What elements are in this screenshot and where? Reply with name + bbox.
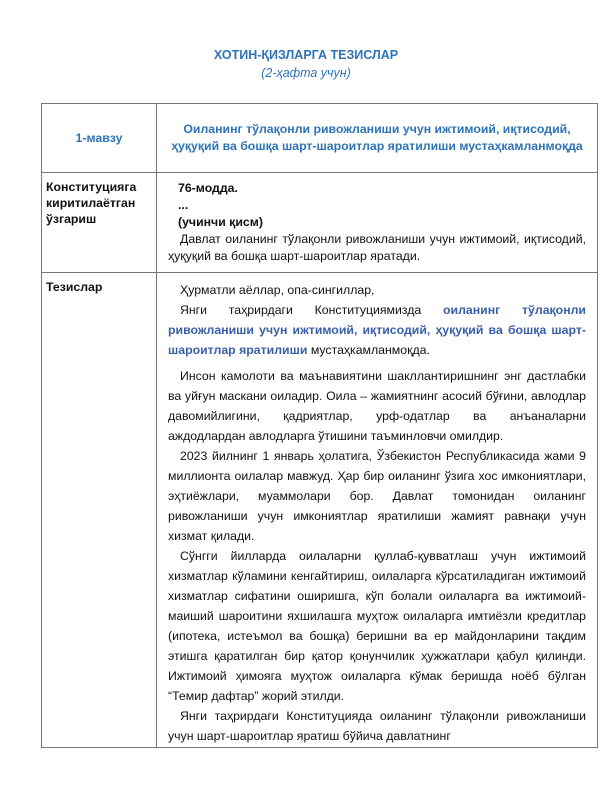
article-ellipsis: ... [178,198,189,212]
document-subtitle: (2-ҳафта учун) [261,66,351,80]
amendment-row [42,173,598,273]
theses-paragraph-3: 2023 йилнинг 1 январь ҳолатига, Ўзбекистон Республикасида жами 9 миллионта оилалар мавжуд. Ҳар бир оиланинг ўзига хос имкониятлари, эҳтиёжлари, муаммолари бор. Давлат томонидан оиланинг ривожланиши учун имкониятлар яратилиши жамият равнақи учун хизмат қилади. [168,449,586,543]
theses-table [41,103,598,748]
theses-row [42,273,598,748]
theses-paragraph-1 [168,300,586,360]
p1-highlight: оиланинг тўлақонли ривожланиши учун ижтимоий, иқтисодий, ҳуқуқий ва бошқа шарт-шароитлар яратилиши [168,303,586,357]
article-number: 76-модда. [178,181,238,195]
amendment-content [158,174,596,271]
theses-paragraph-2: Инсон камолоти ва маънавиятини шакллантиришнинг энг дастлабки ва уйғун маскани оиладир. Оила – жамиятнинг асосий бўғини, авлодлар давомийлигини, қадриятлар, урф-одатлар ва анъаналарни аждодлардан авлодларга ўтишини таъминловчи омилдир. [168,369,586,443]
topic-row [42,104,598,173]
theses-paragraph-5: Янги таҳрирдаги Конституцияда оиланинг тўлақонли ривожланиши учун шарт-шароитлар яратиш бўйича давлатнинг [168,709,586,743]
p1-after: мустаҳкамланмоқда. [307,343,430,357]
theses-content [158,274,596,746]
article-part: (учинчи қисм) [178,215,263,229]
document-title: ХОТИН-ҚИЗЛАРГА ТЕЗИСЛАР [213,48,399,62]
amendment-label: Конституцияга киритилаётган ўзгариш [46,180,137,226]
theses-greeting: Ҳурматли аёллар, опа-сингиллар, [180,283,375,297]
topic-label: 1-мавзу [42,104,157,173]
article-text: Давлат оиланинг тўлақонли ривожланиши учун ижтимоий, иқтисодий, ҳуқуқий ва бошқа шарт-шароитлар яратади. [168,232,586,263]
p1-before: Янги таҳрирдаги Конституциямизда [180,303,444,317]
topic-text: Оиланинг тўлақонли ривожланиши учун ижтимоий, иқтисодий, ҳуқуқий ва бошқа шарт-шароитлар яратилиши мустаҳкамланмоқда [157,104,598,173]
theses-label: Тезислар [46,280,103,294]
theses-paragraph-4: Сўнгги йилларда оилаларни қуллаб-қувватлаш учун ижтимоий хизматлар кўламини кенгайтириш, оилаларга кўрсатиладиган ижтимоий хизматлар сифатини оширишга, кўп болали оилаларга ва ижтимоий-маиший шароитини яхшилашга муҳтож оилаларга имтиёзли кредитлар (ипотека, истеъмол ва бошқа) беришни ва ер майдонларини тақдим этишга қаратилган бир қатор қонунчилик ҳужжатлари қабул қилинди. Ижтимоий ҳимояга муҳтож оилаларга кўмак беришда ноёб бўлган “Темир дафтар” жорий этилди. [168,549,586,703]
